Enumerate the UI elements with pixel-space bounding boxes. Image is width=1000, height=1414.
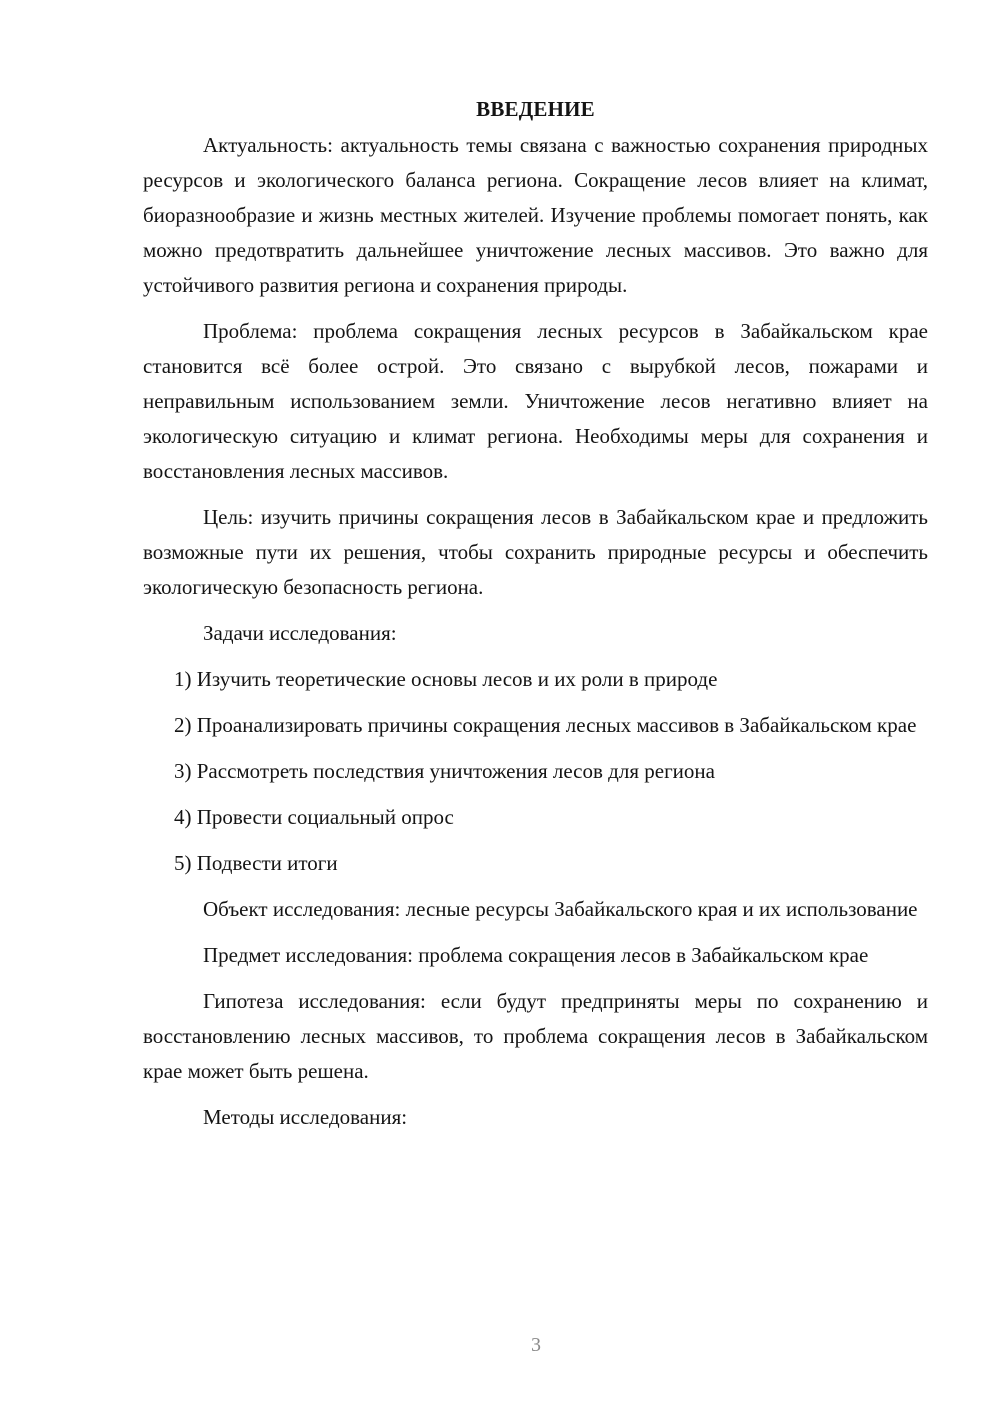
paragraph-problem: Проблема: проблема сокращения лесных ресурсов в Забайкальском крае становится всё более острой. Это связано с вырубкой лесов, пожарами и неправильным использованием земли. Уничтожение лесов негативно влияет на экологическую ситуацию и климат региона. Необходимы меры для сохранения и восстановления лесных массивов. bbox=[143, 319, 928, 483]
section-title: ВВЕДЕНИЕ bbox=[476, 97, 595, 121]
task-item-5: 5) Подвести итоги bbox=[174, 851, 338, 875]
paragraph-relevance: Актуальность: актуальность темы связана с важностью сохранения природных ресурсов и экологического баланса региона. Сокращение лесов влияет на климат, биоразнообразие и жизнь местных жителей. Изучение проблемы помогает понять, как можно предотвратить дальнейшее уничтожение лесных массивов. Это важно для устойчивого развития региона и сохранения природы. bbox=[143, 133, 928, 297]
paragraph-goal: Цель: изучить причины сокращения лесов в Забайкальском крае и предложить возможные пути их решения, чтобы сохранить природные ресурсы и обеспечить экологическую безопасность региона. bbox=[143, 505, 928, 599]
tasks-heading: Задачи исследования: bbox=[203, 621, 397, 645]
paragraph-subject: Предмет исследования: проблема сокращения лесов в Забайкальском крае bbox=[203, 943, 869, 967]
task-item-2: 2) Проанализировать причины сокращения лесных массивов в Забайкальском крае bbox=[174, 713, 917, 737]
paragraph-object: Объект исследования: лесные ресурсы Забайкальского края и их использование bbox=[203, 897, 918, 921]
task-item-4: 4) Провести социальный опрос bbox=[174, 805, 454, 829]
methods-heading: Методы исследования: bbox=[203, 1105, 408, 1129]
page-content bbox=[143, 92, 928, 1146]
task-item-1: 1) Изучить теоретические основы лесов и их роли в природе bbox=[174, 667, 718, 691]
page-number: 3 bbox=[531, 1334, 541, 1356]
task-item-3: 3) Рассмотреть последствия уничтожения лесов для региона bbox=[174, 759, 715, 783]
paragraph-hypothesis: Гипотеза исследования: если будут предприняты меры по сохранению и восстановлению лесных массивов, то проблема сокращения лесов в Забайкальском крае может быть решена. bbox=[143, 989, 928, 1083]
